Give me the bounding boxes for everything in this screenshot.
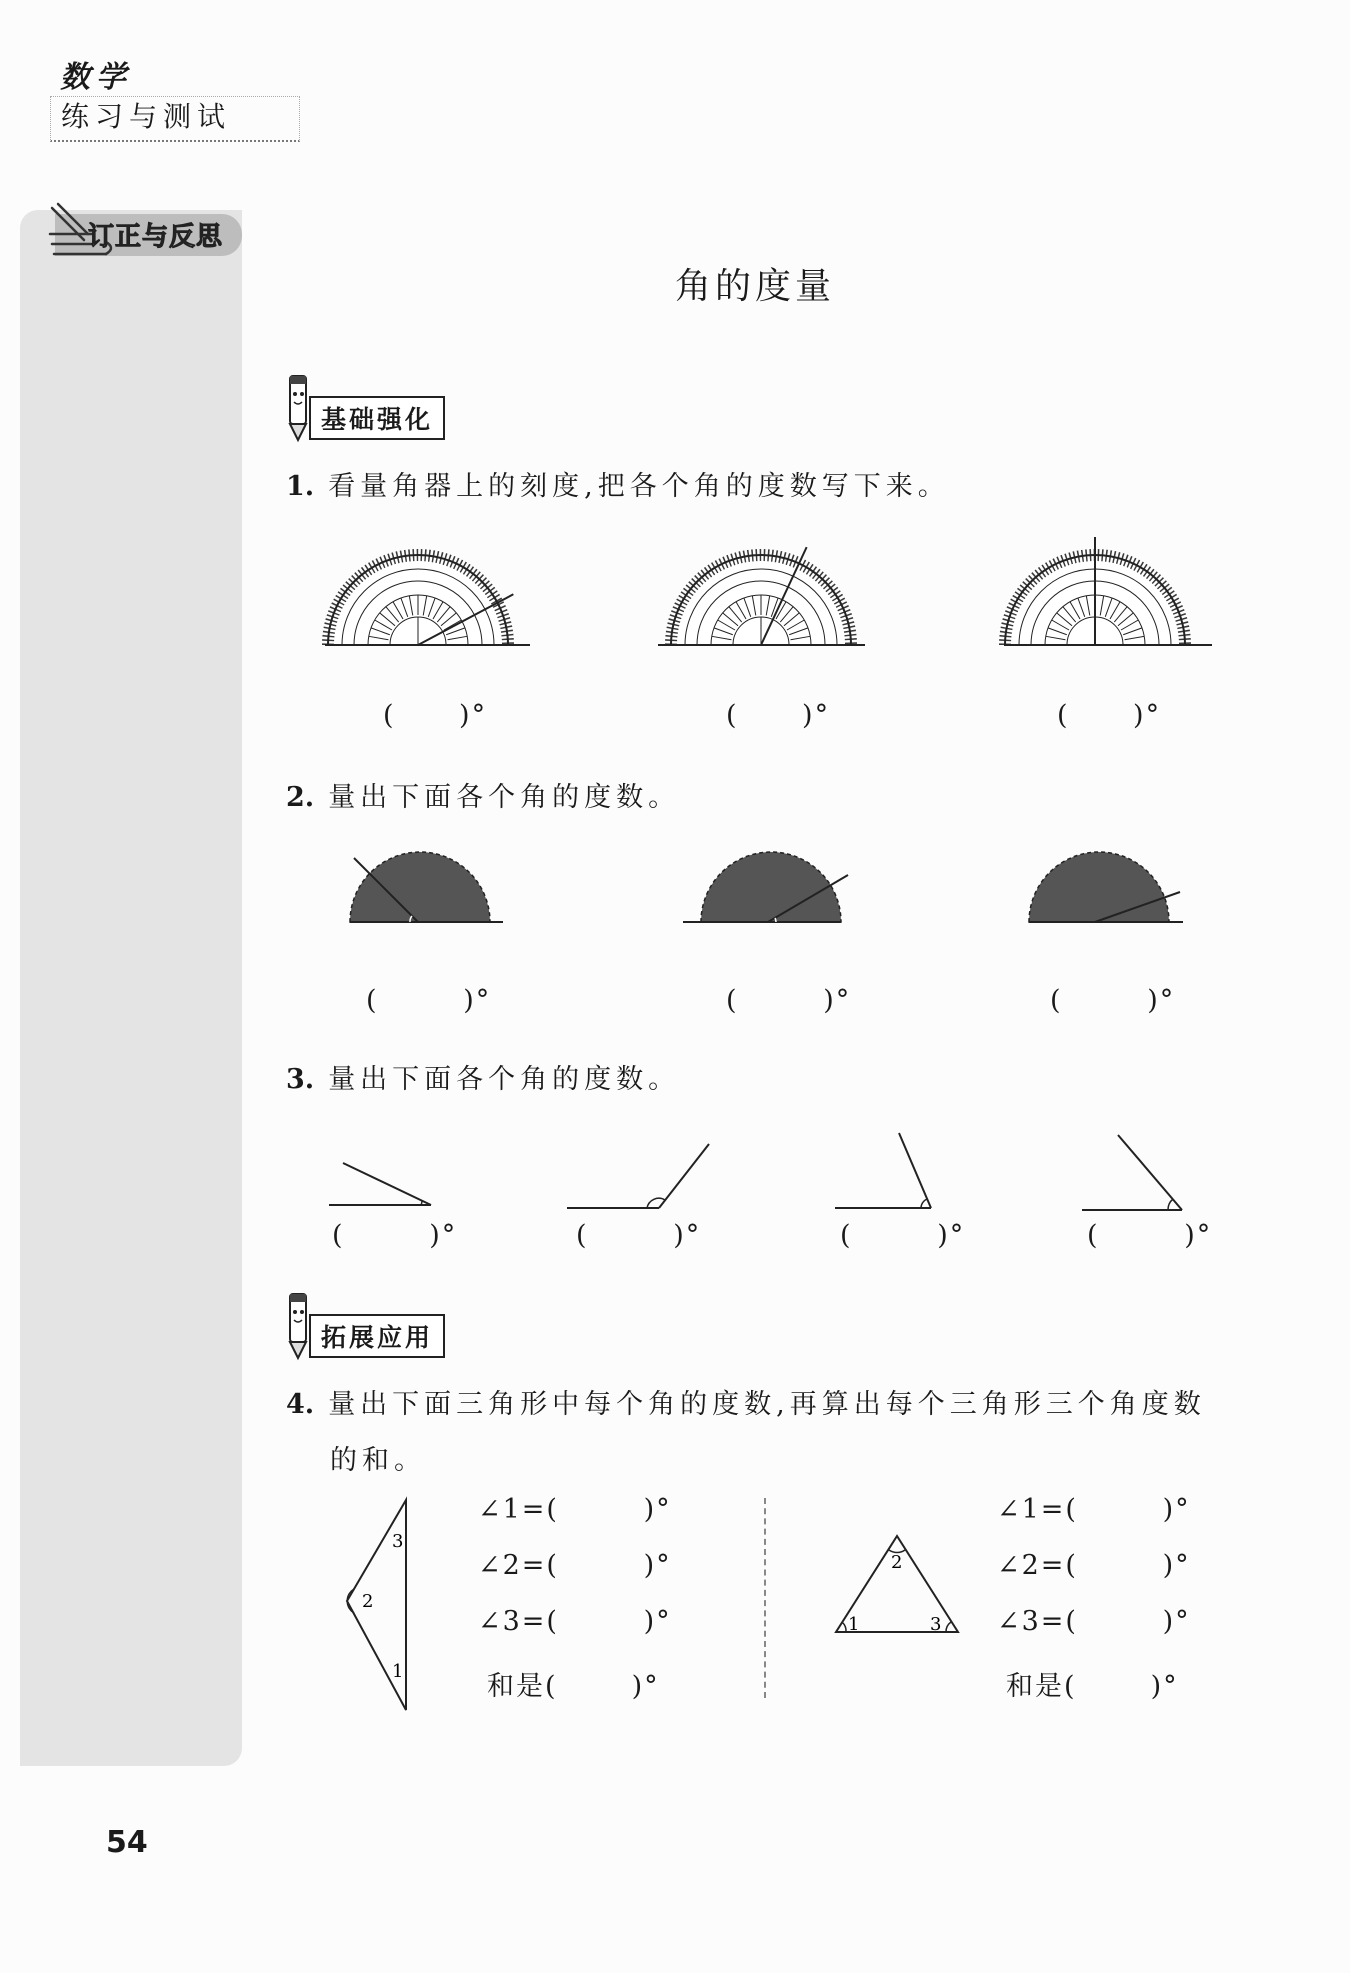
answer-blank-q3-d[interactable]: ( )° (1087, 1220, 1213, 1251)
protractor-figure-1 (325, 550, 535, 650)
shaded-angle-figure-3 (1025, 850, 1195, 930)
vertex-label-3: 3 (930, 1614, 942, 1635)
question-number: 4. (286, 1389, 315, 1420)
angle-figure-4 (1082, 1130, 1192, 1215)
question-text: 量出下面三角形中每个角的度数,再算出每个三角形三个角度数 (328, 1389, 1206, 1420)
triangle1-angle2-blank[interactable]: ∠2=( )° (478, 1550, 672, 1581)
answer-blank-q2-a[interactable]: ( )° (366, 985, 492, 1016)
answer-blank-q3-a[interactable]: ( )° (332, 1220, 458, 1251)
vertex-label-2: 2 (891, 1552, 903, 1573)
answer-blank-q2-c[interactable]: ( )° (1050, 985, 1176, 1016)
shaded-angle-figure-1 (340, 850, 510, 930)
page-number: 54 (106, 1825, 148, 1860)
triangle-figure-1 (340, 1495, 420, 1715)
question-number: 3. (286, 1064, 315, 1095)
question-number: 2. (286, 782, 315, 813)
answer-blank-q1-c[interactable]: ( )° (1057, 700, 1162, 731)
triangle-figure-2 (830, 1530, 965, 1640)
question-4 (286, 1382, 1206, 1421)
column-divider (764, 1498, 766, 1698)
triangle1-angle3-blank[interactable]: ∠3=( )° (478, 1606, 672, 1637)
triangle2-angle2-blank[interactable]: ∠2=( )° (997, 1550, 1191, 1581)
triangle2-angle1-blank[interactable]: ∠1=( )° (997, 1494, 1191, 1525)
answer-blank-q1-b[interactable]: ( )° (726, 700, 831, 731)
protractor-figure-3 (1000, 540, 1215, 650)
vertex-label-2: 2 (362, 1591, 374, 1612)
triangle2-sum-blank[interactable]: 和是( )° (1006, 1671, 1179, 1702)
triangle2-angle3-blank[interactable]: ∠3=( )° (997, 1606, 1191, 1637)
triangle1-sum-blank[interactable]: 和是( )° (487, 1671, 660, 1702)
vertex-label-3: 3 (392, 1531, 404, 1552)
answer-blank-q3-b[interactable]: ( )° (576, 1220, 702, 1251)
question-3 (286, 1057, 680, 1096)
question-2 (286, 775, 680, 814)
question-1 (286, 464, 950, 503)
vertex-label-1: 1 (392, 1661, 404, 1682)
question-4-line2: 的和。 (330, 1445, 426, 1476)
brand-subtitle: 练习与测试 (50, 96, 300, 142)
question-text: 量出下面各个角的度数。 (328, 782, 681, 813)
page-title: 角的度量 (674, 266, 835, 307)
section-extend-label: 拓展应用 (309, 1314, 445, 1358)
answer-blank-q1-a[interactable]: ( )° (383, 700, 488, 731)
question-text: 看量角器上的刻度,把各个角的度数写下来。 (328, 471, 950, 502)
correction-sidebar (20, 210, 242, 1766)
answer-blank-q3-c[interactable]: ( )° (840, 1220, 966, 1251)
section-basic-label: 基础强化 (309, 396, 445, 440)
shaded-angle-figure-2 (683, 850, 853, 930)
protractor-figure-2 (655, 540, 865, 650)
angle-figure-2 (567, 1140, 717, 1215)
question-number: 1. (286, 471, 315, 502)
question-text: 量出下面各个角的度数。 (328, 1064, 681, 1095)
vertex-label-1: 1 (848, 1614, 860, 1635)
answer-blank-q2-b[interactable]: ( )° (726, 985, 852, 1016)
brand-title: 数学 (60, 60, 132, 95)
angle-figure-3 (835, 1130, 935, 1215)
angle-figure-1 (325, 1120, 445, 1210)
sidebar-label: 订正与反思 (88, 222, 224, 252)
triangle1-angle1-blank[interactable]: ∠1=( )° (478, 1494, 672, 1525)
